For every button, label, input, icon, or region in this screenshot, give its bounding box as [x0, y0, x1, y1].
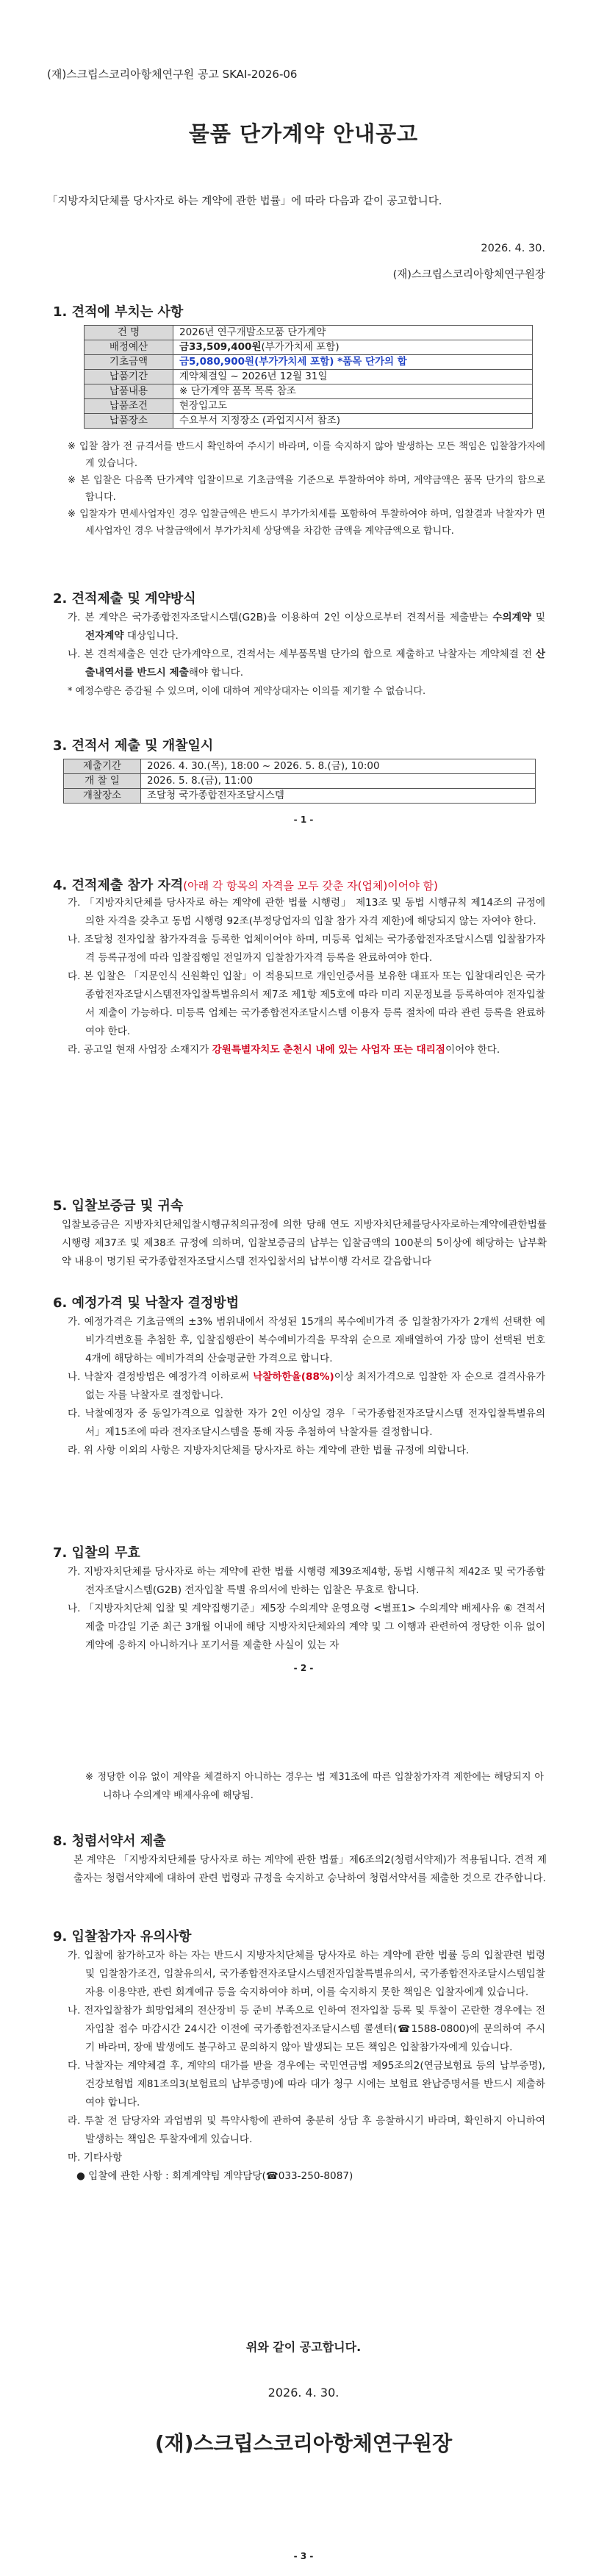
list-item — [68, 609, 545, 645]
row-label: 개찰장소 — [64, 789, 141, 804]
list-item — [68, 1368, 545, 1405]
table-row — [85, 340, 533, 355]
table-row — [85, 384, 533, 399]
row-value: 조달청 국가종합전자조달시스템 — [141, 789, 536, 804]
section-8-title: 8. 청렴서약서 제출 — [53, 1833, 166, 1849]
row-label: 납품내용 — [85, 384, 173, 399]
row-label: 배정예산 — [85, 340, 173, 355]
table-row — [64, 759, 536, 774]
text: 이어야 한다. — [445, 1044, 500, 1056]
text: 나. 낙찰자 결정방법은 예정가격 이하로써 — [68, 1371, 254, 1383]
text: 해야 합니다. — [188, 667, 244, 679]
page-number: - 1 - — [293, 815, 314, 825]
section-4-body — [68, 894, 545, 1059]
section-1-notes — [68, 438, 545, 540]
list-item: 가. 예정가격은 기초금액의 ±3% 범위내에서 작성된 15개의 복수예비가격 중 입찰참가자가 2개씩 선택한 예비가격번호를 추첨한 후, 입찰집행관이 복수예비가격을 무작위 순으로 재배열하여 가장 많이 선택된 번호 4개에 해당하는 예비가격의 산술평균한 가격으로 합니다. — [68, 1316, 545, 1364]
row-value: 2026. 4. 30.(목), 18:00 ~ 2026. 5. 8.(금), 10:00 — [141, 759, 536, 774]
emphasis: 수의계약 — [492, 612, 531, 623]
list-item: 가. 지방자치단체를 당사자로 하는 계약에 관한 법률 시행령 제39조제4항, 동법 시행규칙 제42조 및 국가종합전자조달시스템(G2B) 전자입찰 특별 유의서에 반하는 입찰은 무효로 합니다. — [68, 1566, 545, 1596]
text: 대상입니다. — [123, 630, 179, 642]
list-item: 다. 낙찰예정자 중 동일가격으로 입찰한 자가 2인 이상일 경우「국가종합전자조달시스템 전자입찰특별유의서」제15조에 따라 전자조달시스템을 통해 자동 추첨하여 낙찰자를 결정합니다. — [68, 1408, 545, 1438]
text: 가. 본 계약은 국가종합전자조달시스템(G2B)을 이용하여 2인 이상으로부터 견적서를 제출받는 — [68, 612, 493, 623]
page-1 — [0, 0, 607, 838]
row-label: 제출기간 — [64, 759, 141, 774]
note-item: * 예정수량은 증감될 수 있으며, 이에 대하여 계약상대자는 이의를 제기할 수 없습니다. — [68, 686, 426, 697]
list-item: 가. 입찰에 참가하고자 하는 자는 반드시 지방자치단체를 당사자로 하는 계약에 관한 법률 등의 입찰관련 법령 및 입찰참가조건, 입찰유의서, 국가종합전자조달시스템전자입찰특별유의서, 국가종합전자조달시스템입찰자용 이용약관, 관련 회계예규 등을 숙지하여야 하며, 이를 숙지하지 못한 책임은 입찰자에게 있습니다. — [68, 1950, 545, 1998]
schedule-table — [63, 759, 536, 804]
section-title-note: (아래 각 항목의 자격을 모두 갖춘 자(업체)이어야 함) — [183, 879, 438, 892]
list-item: 가. 「지방자치단체를 당사자로 하는 계약에 관한 법률 시행령」 제13조 및 동법 시행규칙 제14조의 규정에 의한 자격을 갖추고 동법 시행령 92조(부정당업자의 입찰 참가 자격 제한)에 해당되지 않는 자여야 한다. — [68, 897, 545, 927]
section-title-text: 4. 견적제출 참가 자격 — [53, 878, 184, 893]
section-9-title: 9. 입찰참가자 유의사항 — [53, 1929, 192, 1944]
list-item: 나. 전자입찰참가 희망업체의 전산장비 등 준비 부족으로 인하여 전자입찰 등록 및 투찰이 곤란한 경우에는 전자입찰 접수 마감시간 24시간 이전에 국가종합전자조달시스템 콜센터(☎1588-0800)에 문의하여 주시기 바라며, 장애 발생에도 불구하고 문의하지 않아 발생되는 모든 책임은 입찰참가자에게 있습니다. — [68, 2005, 545, 2053]
section-3-title: 3. 견적서 제출 및 개찰일시 — [53, 738, 214, 754]
list-item: 라. 위 사항 이외의 사항은 지방자치단체를 당사자로 하는 계약에 관한 법률 규정에 의합니다. — [68, 1445, 470, 1456]
row-label: 납품조건 — [85, 399, 173, 414]
list-item — [68, 645, 545, 682]
notice-date: 2026. 4. 30. — [481, 243, 545, 254]
section-7-note — [85, 1768, 544, 1805]
list-item: 다. 낙찰자는 계약체결 후, 계약의 대가를 받을 경우에는 국민연금법 제95조의2(연금보험료 등의 납부증명), 건강보험법 제81조의3(보험료의 납부증명)에 따라 대가 청구 시에는 보험료 완납증명서를 반드시 제출하여야 합니다. — [68, 2060, 545, 2108]
budget-suffix: (부가가치세 포함) — [261, 341, 340, 353]
row-label: 납품장소 — [85, 414, 173, 429]
table-row — [85, 355, 533, 370]
section-4-title — [53, 875, 438, 894]
closing-text: 위와 같이 공고합니다. — [245, 2340, 362, 2354]
table-row — [64, 774, 536, 789]
list-item: 마. 기타사항 — [68, 2152, 123, 2164]
notice-number: (재)스크립스코리아항체연구원 공고 SKAI-2026-06 — [47, 68, 298, 81]
row-label: 건 명 — [85, 326, 173, 340]
note-item: ※ 정당한 이유 없이 계약을 체결하지 아니하는 경우는 법 제31조에 따른 입찰참가자격 제한에는 해당되지 아니하나 수의계약 배제사유에 해당됨. — [85, 1772, 544, 1801]
table-row — [85, 370, 533, 384]
table-row — [64, 789, 536, 804]
section-2-body — [68, 609, 545, 701]
closing-date: 2026. 4. 30. — [267, 2386, 340, 2400]
issuer: (재)스크립스코리아항체연구원장 — [392, 269, 545, 281]
row-value: 계약체결일 ~ 2026년 12월 31일 — [173, 370, 533, 384]
row-value — [173, 340, 533, 355]
row-value: 2026년 연구개발소모품 단가계약 — [173, 326, 533, 340]
page-number: - 3 - — [293, 2551, 314, 2561]
emphasis: 산출내역서를 반드시 제출 — [85, 648, 545, 679]
section-2-title: 2. 견적제출 및 계약방식 — [53, 591, 196, 607]
text: 이상 최저가격으로 입찰한 자 순으로 결격사유가 없는 자를 낙찰자로 결정합니다. — [85, 1371, 545, 1401]
bid-info-table — [84, 325, 533, 429]
list-item: 나. 「지방자치단체 입찰 및 계약집행기준」제5장 수의계약 운영요령 <별표1> 수의계약 배제사유 ⑥ 견적서 제출 마감일 기준 최근 3개월 이내에 해당 지방자치단체와의 계약 및 그 이행과 관련하여 정당한 이유 없이 계약에 응하지 아니하거나 포기서를 제출한 사실이 있는 자 — [68, 1603, 545, 1651]
note-item: ※ 입찰자가 면세사업자인 경우 입찰금액은 반드시 부가가치세를 포함하여 투찰하여야 하며, 입찰결과 낙찰자가 면세사업자인 경우 낙찰금액에서 부가가치세 상당액을 차감한 금액을 계약금액으로 합니다. — [68, 509, 545, 537]
page-2 — [0, 838, 607, 1684]
text: 및 — [531, 612, 546, 623]
row-label: 납품기간 — [85, 370, 173, 384]
row-label: 기초금액 — [85, 355, 173, 370]
page-number: - 2 - — [293, 1663, 314, 1673]
emphasis: 낙찰하한율(88%) — [253, 1371, 334, 1383]
text: 나. 본 견적제출은 연간 단가계약으로, 견적서는 세부품목별 단가의 합으로 제출하고 낙찰자는 계약체결 전 — [68, 648, 536, 660]
note-item: ※ 입찰 참가 전 규격서를 반드시 확인하여 주시기 바라며, 이를 숙지하지 않아 발생하는 모든 책임은 입찰참가자에게 있습니다. — [68, 441, 545, 469]
section-5-body: 입찰보증금은 지방자치단체입찰시행규칙의규정에 의한 당해 연도 지방자치단체를당사자로하는계약에관한법률시행령 제37조 및 제38조 규정에 의하며, 입찰보증금의 납부는 입찰금액의 100분의 5이상에 해당하는 납부확약 내용이 명기된 국가종합전자조달시스템 전자입찰서의 납부이행 각서로 갈음합니다 — [62, 1219, 547, 1267]
emphasis: 전자계약 — [85, 630, 124, 642]
section-9-body — [68, 1947, 545, 2186]
row-value: 현장입고도 — [173, 399, 533, 414]
closing-org: (재)스크립스코리아항체연구원장 — [154, 2431, 453, 2455]
section-7-body — [68, 1563, 545, 1655]
table-row — [85, 414, 533, 429]
section-6-title: 6. 예정가격 및 낙찰자 결정방법 — [53, 1295, 240, 1311]
list-item: 다. 본 입찰은 「지문인식 신원확인 입찰」이 적용되므로 개인인증서를 보유한 대표자 또는 입찰대리인은 국가종합전자조달시스템전자입찰특별유의서 제7조 제1항 제5호에 따라 미리 지문정보를 등록하여야 전자입찰서 제출이 가능하다. 미등록 업체는 국가종합전자조달시스템 이용자 등록 절차에 따라 관련 등록을 완료하여야 한다. — [68, 970, 545, 1037]
section-6-body — [68, 1313, 545, 1460]
emphasis: 강원특별자치도 춘천시 내에 있는 사업자 또는 대리점 — [212, 1044, 445, 1056]
row-value: ※ 단가계약 품목 목록 참조 — [173, 384, 533, 399]
base-amount: 금5,080,900원(부가가치세 포함) *품목 단가의 합 — [173, 355, 533, 370]
list-item — [68, 1041, 545, 1059]
page-title: 물품 단가계약 안내공고 — [188, 121, 419, 146]
section-5-title: 5. 입찰보증금 및 귀속 — [53, 1198, 184, 1214]
text: 라. 공고일 현재 사업장 소재지가 — [68, 1044, 212, 1056]
page-3 — [0, 1684, 607, 2576]
row-value: 수요부서 지정장소 (과업지시서 참조) — [173, 414, 533, 429]
list-item: 나. 조달청 전자입찰 참가자격을 등록한 업체이어야 하며, 미등록 업체는 국가종합전자조달시스템 입찰참가자격 등록규정에 따라 입찰집행일 전일까지 입찰참가자격 등록을 완료하여야 한다. — [68, 934, 545, 964]
row-value: 2026. 5. 8.(금), 11:00 — [141, 774, 536, 789]
section-7-title: 7. 입찰의 무효 — [53, 1545, 140, 1561]
contact-bullet: ● 입찰에 관한 사항 : 회계계약팀 계약담당(☎033-250-8087) — [76, 2170, 353, 2182]
note-item: ※ 본 입찰은 다음쪽 단가계약 입찰이므로 기초금액을 기준으로 투찰하여야 하며, 계약금액은 품목 단가의 합으로 합니다. — [68, 475, 545, 503]
list-item: 라. 투찰 전 담당자와 과업범위 및 특약사항에 관하여 충분히 상담 후 응찰하시기 바라며, 확인하지 아니하여 발생하는 책임은 투찰자에게 있습니다. — [68, 2115, 545, 2145]
table-row — [85, 326, 533, 340]
table-row — [85, 399, 533, 414]
intro-text: 「지방자치단체를 당사자로 하는 계약에 관한 법률」에 따라 다음과 같이 공고합니다. — [47, 196, 442, 207]
section-8-body: 본 계약은 「지방자치단체를 당사자로 하는 계약에 관한 법률」제6조의2(청렴서약제)가 적용됩니다. 견적 제출자는 청렴서약제에 대하여 관련 법령과 규정을 숙지하고 승낙하여 청렴서약서를 제출한 것으로 간주합니다. — [73, 1854, 547, 1884]
budget-amount: 금33,509,400원 — [179, 341, 262, 353]
row-label: 개 찰 일 — [64, 774, 141, 789]
section-1-title: 1. 견적에 부치는 사항 — [53, 304, 184, 320]
